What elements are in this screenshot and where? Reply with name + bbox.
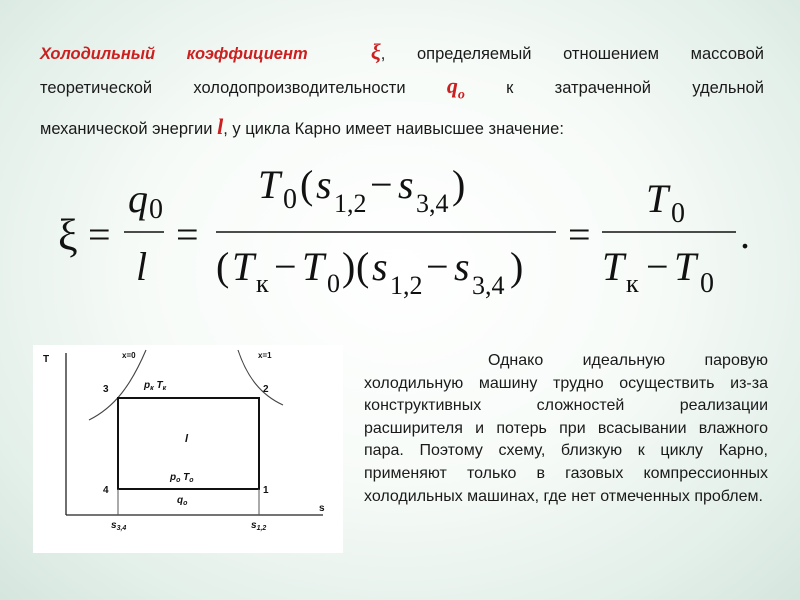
rhs-T: T bbox=[646, 176, 669, 221]
point-2: 2 bbox=[263, 384, 269, 395]
num-s2: s bbox=[398, 162, 414, 207]
rhs-den-T1: T bbox=[602, 244, 625, 289]
formula-eq-3: = bbox=[568, 212, 591, 257]
side-text: Однако идеальную паровую холодильную машину трудно осуществить из-за конструктивных сложностей реализации расширителя и потерь при всасывании влажного пара. Поэтому схему, близкую к циклу Карно, применяют только в газовых компрессионных холодильных машинах, где нет отмеченных проблем. bbox=[364, 352, 768, 505]
num-rparen: ) bbox=[452, 162, 466, 207]
ts-diagram bbox=[33, 345, 343, 553]
q-symbol: $q_о$ bbox=[446, 73, 465, 103]
formula-eq-1: = bbox=[88, 212, 111, 257]
num-T-sub: 0 bbox=[283, 184, 297, 215]
intro-line-1 bbox=[40, 36, 764, 70]
point-1: 1 bbox=[263, 485, 269, 496]
rhs-den-T1-sub: к bbox=[626, 269, 639, 298]
intro-line-2-end: к затраченной удельной bbox=[506, 79, 764, 97]
den-lparen-2: ( bbox=[356, 244, 370, 289]
den-T2: T bbox=[302, 244, 325, 289]
den-rparen-1: ) bbox=[342, 244, 356, 289]
carnot-formula bbox=[48, 160, 768, 310]
den-s2-sub: 3,4 bbox=[472, 271, 505, 300]
den-T1-sub: к bbox=[256, 269, 269, 298]
den-minus-2: − bbox=[426, 244, 449, 289]
s12-label: $s_{1,2}$ bbox=[251, 520, 267, 532]
rhs-den-T2-sub: 0 bbox=[700, 268, 714, 299]
curve-x0-label: x=0 bbox=[122, 351, 136, 360]
num-s1: s bbox=[316, 162, 332, 207]
point-3: 3 bbox=[103, 384, 109, 395]
formula-l: l bbox=[136, 244, 148, 289]
q0-label: $q_о$ bbox=[177, 495, 188, 507]
po-to-label: $p_о$ $T_о$ bbox=[170, 472, 194, 484]
num-minus: − bbox=[370, 162, 393, 207]
rhs-den-minus: − bbox=[646, 244, 669, 289]
ts-diagram-svg bbox=[33, 345, 343, 553]
num-T: T bbox=[258, 162, 281, 207]
intro-line-3 bbox=[40, 111, 764, 145]
work-label: l bbox=[185, 433, 189, 445]
den-s2: s bbox=[454, 244, 470, 289]
xi-symbol: ξ bbox=[370, 39, 381, 64]
intro-line-2 bbox=[40, 70, 764, 111]
formula-q-sub: 0 bbox=[149, 194, 163, 225]
curve-x1-label: x=1 bbox=[258, 351, 272, 360]
den-s1-sub: 1,2 bbox=[390, 271, 423, 300]
formula-q: q bbox=[128, 176, 148, 221]
den-minus-1: − bbox=[274, 244, 297, 289]
intro-line-1-rest: , определяемый отношением массовой bbox=[380, 45, 764, 63]
formula-period: . bbox=[740, 212, 750, 257]
den-T1: T bbox=[232, 244, 255, 289]
intro-line-2-start: теоретической холодопроизводительности bbox=[40, 79, 406, 97]
num-lparen: ( bbox=[300, 162, 314, 207]
num-s1-sub: 1,2 bbox=[334, 189, 367, 218]
formula-eq-2: = bbox=[176, 212, 199, 257]
num-s2-sub: 3,4 bbox=[416, 189, 449, 218]
rhs-T-sub: 0 bbox=[671, 198, 685, 229]
term-label: Холодильный коэффициент bbox=[40, 45, 308, 63]
pk-tk-label: $p_к$ $T_к$ bbox=[144, 380, 167, 392]
intro-line-3-start: механической энергии bbox=[40, 120, 213, 139]
den-lparen-1: ( bbox=[216, 244, 230, 289]
den-T2-sub: 0 bbox=[327, 269, 340, 298]
s34-label: $s_{3,4}$ bbox=[111, 520, 127, 532]
point-4: 4 bbox=[103, 485, 109, 496]
intro-paragraph bbox=[40, 36, 764, 145]
formula-svg bbox=[48, 160, 768, 310]
rhs-den-T2: T bbox=[674, 244, 697, 289]
den-s1: s bbox=[372, 244, 388, 289]
side-paragraph bbox=[364, 350, 768, 508]
formula-xi: ξ bbox=[58, 211, 78, 260]
t-axis-label: T bbox=[43, 354, 50, 365]
den-rparen-2: ) bbox=[510, 244, 524, 289]
l-symbol: l bbox=[217, 114, 224, 140]
intro-line-3-end: , у цикла Карно имеет наивысшее значение: bbox=[223, 120, 564, 139]
s-axis-label: s bbox=[319, 503, 325, 514]
